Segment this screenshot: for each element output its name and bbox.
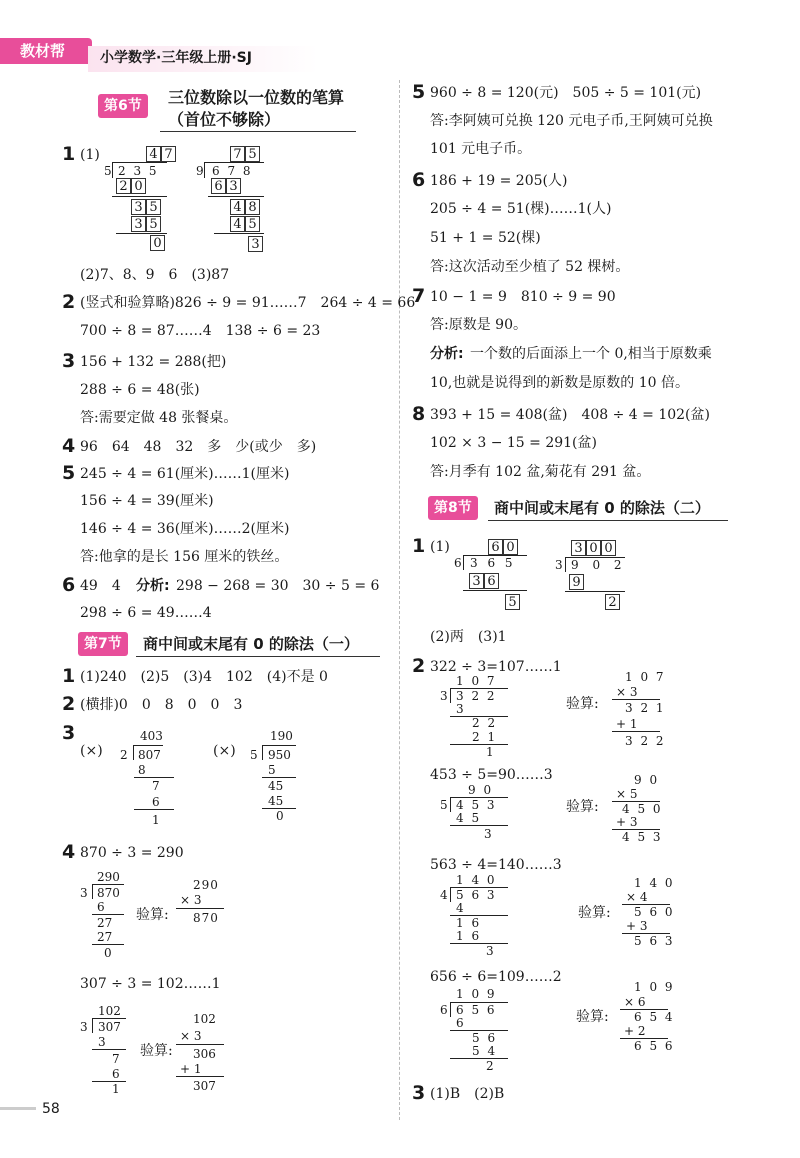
s7-q3b-quotient: 190 [270,729,293,743]
header-logo: 教材帮 [20,42,66,60]
s8-q2b-quotient: 9 0 [468,783,494,797]
page-number: 58 [42,1101,60,1117]
s8-q1a-dividend: 3 6 5 [470,556,516,570]
r-q8-line2: 102 × 3 − 15 = 291(盆) [430,435,597,451]
s7-q3b-step2: 45 [268,779,284,793]
s7-q3b-dividend: 950 [268,748,291,762]
q1b-dividend: 6 7 8 [212,164,253,178]
section-title-8: 商中间或末尾有 0 的除法（二） [494,499,710,517]
s7-q3a-remainder: 1 [152,813,160,827]
s8-q2c-step2: 1 6 [456,916,482,930]
s7-q3a-quotient: 403 [140,729,163,743]
q1a-quotient-2: 7 [161,146,176,162]
s8-q2b-divisor: 5 [440,798,448,812]
s8-q2d-dividend: 6 5 6 [456,1003,497,1017]
q4-line1: 96 64 48 32 多 少(或少 多) [80,439,317,455]
s7-q4-eq1: 870 ÷ 3 = 290 [80,845,184,861]
column-divider [399,80,400,1120]
s8-q1b-dividend: 9 0 2 [571,558,627,572]
s7-q2-number: 2 [62,693,76,715]
q1a-r2-2: 5 [146,199,161,215]
q1a-divisor: 5 [104,164,112,178]
r-q5-line1: 960 ÷ 8 = 120(元) 505 ÷ 5 = 101(元) [430,85,702,101]
s8-q2d-eq: 656 ÷ 6=109……2 [430,969,562,985]
q1b-quotient-2: 5 [245,146,260,162]
s8-q2d-remainder: 2 [486,1059,494,1073]
r-q8-number: 8 [412,403,426,425]
s8-q1b-quotient-1: 3 [571,540,586,556]
s8-q2a-divisor: 3 [440,689,448,703]
q1b-r3-1: 4 [230,216,245,232]
s8-q2d-check-4: + 2 [624,1024,646,1038]
r-q7-analysis: 一个数的后面添上一个 0,相当于原数乘 [470,346,712,362]
s7-q4b-step1: 3 [98,1035,106,1049]
s7-q3b-divisor: 5 [250,748,258,762]
s8-q2a-check-4: + 1 [616,717,638,731]
q1a-r3-1: 3 [131,216,146,232]
s7-q4b-step3: 6 [112,1067,120,1081]
s8-q2d-step1: 6 [456,1016,464,1030]
s8-q3: (1)B (2)B [430,1086,505,1102]
s7-q3-mark-b: (×) [213,743,236,759]
s8-q2a-check-5: 3 2 2 [625,734,666,748]
s7-q3b-step3: 45 [268,794,284,808]
s8-q1b-quotient-2: 0 [586,540,601,556]
q1a-r2-1: 3 [131,199,146,215]
s7-q3a-step2: 7 [152,779,160,793]
s7-q4b-step2: 7 [112,1052,120,1066]
s8-q2c-check-5: 5 6 3 [634,934,675,948]
s8-q3-number: 3 [412,1082,426,1104]
s8-q2b-check-5: 4 5 3 [622,830,663,844]
s7-q4a-divisor: 3 [80,886,88,900]
s8-q2a-quotient: 1 0 7 [456,674,497,688]
s7-q1-number: 1 [62,665,76,687]
s8-q2b-check-2: × 5 [616,787,638,801]
q1b-r1-2: 3 [226,178,241,194]
q5-number: 5 [62,462,76,484]
s7-q3b-step1: 5 [268,763,276,777]
s7-q4a-step1: 6 [97,900,105,914]
s7-q4a-dividend: 870 [97,886,120,900]
r-q6-line2: 205 ÷ 4 = 51(棵)……1(人) [430,201,612,217]
section-rule-7 [136,656,380,657]
q1a-r4: 0 [150,235,165,251]
s8-q2b-remainder: 3 [484,827,492,841]
s7-q3a-step1: 8 [138,763,146,777]
r-q6-line3: 51 + 1 = 52(棵) [430,230,541,246]
q3-line1: 156 + 132 = 288(把) [80,354,227,370]
section-badge-7: 第7节 [78,632,128,656]
s7-q4a-quotient: 290 [97,870,120,884]
s8-q2c-step1: 4 [456,901,464,915]
section-subtitle-6: （首位不够除） [168,110,281,129]
section-title-6: 三位数除以一位数的笔算 [168,88,345,107]
s7-q4b-remainder: 1 [112,1082,120,1096]
s7-q4b-check-4: + 1 [180,1062,202,1076]
q1-label: (1) [80,147,100,163]
s8-q2a-check-2: × 3 [616,685,638,699]
s7-q3-number: 3 [62,722,76,744]
s7-q4a-check-1: 290 [193,878,219,892]
s7-q4-eq2: 307 ÷ 3 = 102……1 [80,976,221,992]
s8-q2a-step3: 2 1 [472,730,498,744]
s8-q2b-check-label: 验算: [566,799,599,815]
s8-q2d-quotient: 1 0 9 [456,987,497,1001]
q1a-r1-1: 2 [116,178,131,194]
s8-q1a-quotient-1: 6 [488,539,503,555]
s7-q3a-dividend: 807 [138,748,161,762]
q4-number: 4 [62,435,76,457]
s8-q2-number: 2 [412,655,426,677]
s7-q4b-dividend: 307 [98,1020,121,1034]
s7-q4b-check-5: 307 [193,1079,216,1093]
r-q7-line2: 答:原数是 90。 [430,317,527,333]
s7-q2: (横排)0 0 8 0 0 3 [80,697,243,713]
s8-q2a-eq: 322 ÷ 3=107……1 [430,659,562,675]
s7-q4b-check-3: 306 [193,1047,216,1061]
s8-q1a-r1-1: 3 [469,573,484,589]
s7-q3a-step3: 6 [152,795,160,809]
s7-q4a-step3: 27 [97,930,113,944]
q1b-r1-1: 6 [211,178,226,194]
q1b-quotient-1: 7 [230,146,245,162]
s8-q2d-check-label: 验算: [576,1009,609,1025]
s8-q2a-dividend: 3 2 2 [456,689,497,703]
r-q5-number: 5 [412,81,426,103]
q6-answer: 49 4 [80,578,121,594]
s8-q2a-check-3: 3 2 1 [625,701,666,715]
s8-q2a-remainder: 1 [486,745,494,759]
s7-q4a-step2: 27 [97,916,113,930]
s7-q4-number: 4 [62,841,76,863]
section-badge-8: 第8节 [428,496,478,520]
s7-q4b-quotient: 102 [98,1004,121,1018]
s7-q4a-check-label: 验算: [136,907,169,923]
r-q7-number: 7 [412,285,426,307]
s7-q1: (1)240 (2)5 (3)4 102 (4)不是 0 [80,669,328,685]
s8-q1-rest: (2)两 (3)1 [430,629,507,645]
s7-q4a-check-3: 870 [193,911,219,925]
s8-q1a-r2: 5 [505,594,520,610]
s7-q4b-check-1: 102 [193,1012,216,1026]
s8-q1a-quotient-2: 0 [503,539,518,555]
q6-number: 6 [62,574,76,596]
q1a-dividend: 2 3 5 [118,164,159,178]
q1b-r4: 3 [248,236,263,252]
q1b-r2-2: 8 [245,199,260,215]
q1-rest: (2)7、8、9 6 (3)87 [80,267,230,283]
q1b-r2-1: 4 [230,199,245,215]
s8-q2c-quotient: 1 4 0 [456,873,497,887]
s8-q1-number: 1 [412,535,426,557]
s8-q1-label: (1) [430,539,450,555]
r-q5-line2: 答:李阿姨可兑换 120 元电子币,王阿姨可兑换 [430,113,713,129]
header-title: 小学数学·三年级上册·SJ [100,50,252,66]
s8-q2c-eq: 563 ÷ 4=140……3 [430,857,562,873]
s8-q1b-divisor: 3 [555,558,563,572]
s8-q2c-check-label: 验算: [578,905,611,921]
s8-q2d-divisor: 6 [440,1003,448,1017]
r-q5-line3: 101 元电子币。 [430,141,532,157]
s7-q4b-check-label: 验算: [140,1043,173,1059]
s7-q4a-check-2: × 3 [180,893,202,907]
q1a-r3-2: 5 [146,216,161,232]
s8-q1a-divisor: 6 [454,556,462,570]
r-q6-line4: 答:这次活动至少植了 52 棵树。 [430,259,630,275]
section-badge-6: 第6节 [98,94,148,118]
s8-q2d-step2: 5 6 [472,1031,498,1045]
r-q8-line3: 答:月季有 102 盆,菊花有 291 盆。 [430,464,651,480]
s8-q2c-check-3: 5 6 0 [634,905,675,919]
s8-q2b-check-4: + 3 [616,815,638,829]
q6-line2: 298 ÷ 6 = 49……4 [80,605,212,621]
r-q7-line4: 10,也就是说得到的新数是原数的 10 倍。 [430,375,689,391]
s8-q2c-divisor: 4 [440,888,448,902]
s8-q1b-quotient-3: 0 [601,540,616,556]
s7-q3b-remainder: 0 [276,809,284,823]
q1a-r1-2: 0 [131,178,146,194]
q2-number: 2 [62,291,76,313]
s8-q2d-check-3: 6 5 4 [634,1010,675,1024]
s8-q2a-step2: 2 2 [472,716,498,730]
q3-line3: 答:需要定做 48 张餐桌。 [80,410,238,426]
s8-q2c-remainder: 3 [486,944,494,958]
s8-q2c-check-1: 1 4 0 [634,876,675,890]
page-number-bar [0,1107,36,1110]
r-q7-line1: 10 − 1 = 9 810 ÷ 9 = 90 [430,289,616,305]
q6-analysis-label: 分析: [136,578,170,594]
r-q8-line1: 393 + 15 = 408(盆) 408 ÷ 4 = 102(盆) [430,407,710,423]
q6-analysis: 298 − 268 = 30 30 ÷ 5 = 6 [176,578,380,594]
header-bar [0,38,320,68]
s7-q4b-check-2: × 3 [180,1029,202,1043]
s8-q2d-check-5: 6 5 6 [634,1039,675,1053]
s7-q3-mark-a: (×) [80,743,103,759]
r-q6-line1: 186 + 19 = 205(人) [430,173,568,189]
s7-q3a-divisor: 2 [120,748,128,762]
s8-q2a-check-1: 1 0 7 [625,670,666,684]
s8-q2a-check-label: 验算: [566,696,599,712]
r-q6-number: 6 [412,169,426,191]
s8-q2d-check-1: 1 0 9 [634,980,675,994]
s8-q2c-check-2: × 4 [626,890,648,904]
q2-line1: (竖式和验算略)826 ÷ 9 = 91……7 264 ÷ 4 = 66 [80,295,416,311]
q1b-r3-2: 5 [245,216,260,232]
q2-line2: 700 ÷ 8 = 87……4 138 ÷ 6 = 23 [80,323,321,339]
s8-q2b-step1: 4 5 [456,811,482,825]
s8-q2c-step3: 1 6 [456,929,482,943]
q5-line4: 答:他拿的是长 156 厘米的铁丝。 [80,549,289,565]
s8-q1a-r1-2: 6 [484,573,499,589]
s8-q2a-step1: 3 [456,702,464,716]
section-rule-6 [160,131,356,132]
s8-q2d-check-2: × 6 [624,995,646,1009]
s8-q2b-check-1: 9 0 [634,773,660,787]
s8-q1b-r2: 2 [605,594,620,610]
section-title-7: 商中间或末尾有 0 的除法（一） [143,635,359,653]
s7-q4b-divisor: 3 [80,1020,88,1034]
s8-q2b-eq: 453 ÷ 5=90……3 [430,767,553,783]
s8-q2b-check-3: 4 5 0 [622,802,663,816]
q1-number: 1 [62,143,76,165]
s8-q2d-step3: 5 4 [472,1044,498,1058]
q5-line1: 245 ÷ 4 = 61(厘米)……1(厘米) [80,466,290,482]
section-rule-8 [488,520,728,521]
s8-q2c-dividend: 5 6 3 [456,888,497,902]
q5-line3: 146 ÷ 4 = 36(厘米)……2(厘米) [80,521,290,537]
q1b-divisor: 9 [196,164,204,178]
q5-line2: 156 ÷ 4 = 39(厘米) [80,493,214,509]
q3-number: 3 [62,350,76,372]
s8-q1b-r1: 9 [569,574,584,590]
r-q7-analysis-label: 分析: [430,346,464,362]
s8-q2c-check-4: + 3 [626,919,648,933]
s8-q2b-dividend: 4 5 3 [456,798,497,812]
q3-line2: 288 ÷ 6 = 48(张) [80,382,200,398]
q1a-quotient-1: 4 [146,146,161,162]
s7-q4a-remainder: 0 [104,946,112,960]
